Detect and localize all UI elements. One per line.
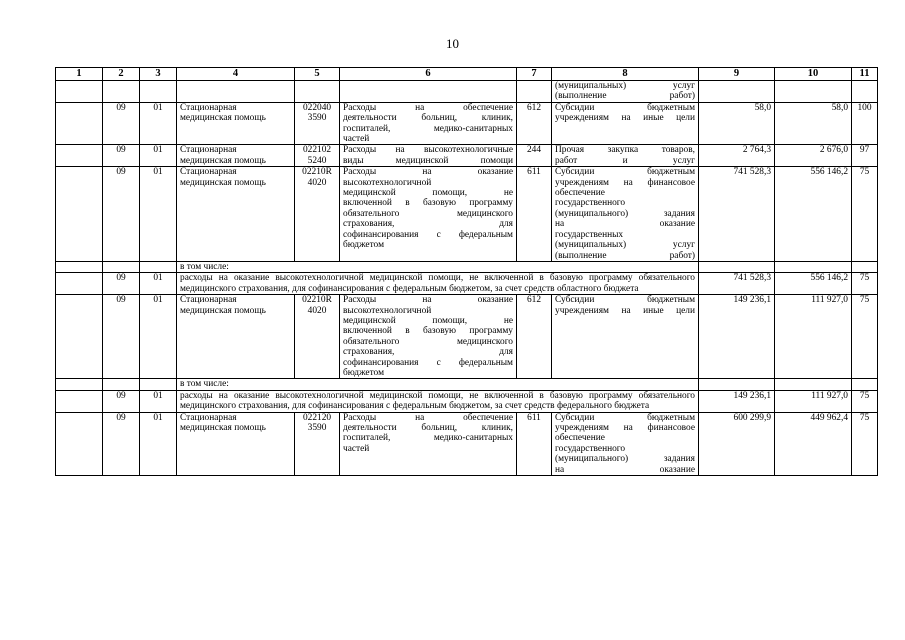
table-row — [56, 102, 878, 145]
cell-number — [56, 145, 103, 167]
header-cell-8: 8 — [552, 68, 699, 81]
cell-section: 09 — [103, 295, 140, 379]
cell-target-article-line: 4020 — [307, 177, 327, 188]
cell-expense-type-name-line: государственного — [555, 443, 626, 454]
cell-subsection-name-line: Стационарная — [180, 412, 237, 423]
cell-expense-type-name-line: (муниципальных) услуг — [555, 240, 695, 251]
cell-article-name-line: софинансирования с федеральным — [343, 229, 513, 240]
table-row — [56, 390, 878, 412]
cell-subsection-name-line: Стационарная — [180, 145, 237, 156]
cell-expense-type-name-line: (муниципальных) услуг — [555, 81, 695, 91]
table-row — [56, 261, 878, 272]
cell-section: 09 — [103, 102, 140, 145]
cell-plan-amount: 2 764,3 — [699, 145, 775, 167]
cell-expense-type-name-line: государственного — [555, 198, 626, 209]
header-cell-3: 3 — [140, 68, 177, 81]
cell-percent: 75 — [852, 295, 878, 379]
cell-article-name-line: медицинской помощи, не — [343, 188, 513, 199]
cell-expense-type-name-line: учреждениям на иные цели — [555, 305, 695, 316]
cell-plan-amount: 600 299,9 — [699, 412, 775, 475]
cell-article-name-line: медицинской помощи, не — [343, 315, 513, 326]
cell-expense-type-name — [552, 167, 699, 262]
cell-percent: 75 — [852, 167, 878, 262]
cell-expense-type: 612 — [517, 295, 552, 379]
cell-target-article — [295, 81, 340, 103]
cell-expense-type-name-line: работ и услуг — [555, 155, 695, 166]
cell-plan-amount — [699, 81, 775, 103]
cell-percent — [852, 379, 878, 390]
cell-article-name-line: деятельности больниц, клиник, — [343, 423, 513, 433]
cell-article-name-line: деятельности больниц, клиник, — [343, 113, 513, 124]
cell-actual-amount: 556 146,2 — [775, 273, 852, 295]
cell-section: 09 — [103, 390, 140, 412]
table-header-row — [56, 68, 878, 81]
cell-article-name-line: виды медицинской помощи — [343, 155, 513, 166]
cell-plan-amount: 149 236,1 — [699, 390, 775, 412]
cell-subsection-name-line: медицинская помощь — [180, 423, 266, 433]
cell-article-name-line: частей — [343, 443, 370, 454]
cell-expense-type-name-line: (выполнение работ) — [555, 91, 695, 102]
header-cell-10: 10 — [775, 68, 852, 81]
cell-article-name — [340, 295, 517, 379]
cell-subsection-name — [177, 102, 295, 145]
cell-expense-type-name-line: на оказание — [555, 464, 695, 475]
cell-actual-amount: 111 927,0 — [775, 295, 852, 379]
cell-article-name-line: обязательного медицинского — [343, 336, 513, 347]
cell-actual-amount: 556 146,2 — [775, 167, 852, 262]
cell-article-name — [340, 167, 517, 262]
cell-section — [103, 81, 140, 103]
cell-target-article — [295, 102, 340, 145]
cell-article-name — [340, 145, 517, 167]
cell-plan-amount: 149 236,1 — [699, 295, 775, 379]
cell-subsection-name — [177, 145, 295, 167]
cell-percent: 75 — [852, 273, 878, 295]
cell-expense-type-name — [552, 412, 699, 475]
cell-expense-type-name-line: на оказание — [555, 219, 695, 230]
cell-target-article-line: 02210R — [302, 167, 332, 178]
cell-expense-type-name-line: (выполнение работ) — [555, 250, 695, 261]
cell-number — [56, 295, 103, 379]
cell-article-name-line: высокотехнологичной — [343, 177, 432, 188]
header-cell-5: 5 — [295, 68, 340, 81]
cell-target-article-line: 022102 — [302, 145, 332, 156]
cell-subsection: 01 — [140, 145, 177, 167]
cell-funding-source-description: расходы на оказание высокотехнологичной медицинской помощи, не включенной в базовую программу обязательного медицинского страхования, для софинансирования с федеральным бюджетом, за счет средств областного бюджета — [177, 273, 699, 295]
header-cell-4: 4 — [177, 68, 295, 81]
cell-expense-type-name-line: государственных — [555, 229, 624, 240]
cell-article-name-line: Расходы на обеспечение — [343, 412, 513, 423]
cell-expense-type — [517, 81, 552, 103]
cell-expense-type-name-line: Прочая закупка товаров, — [555, 145, 695, 156]
cell-target-article — [295, 412, 340, 475]
cell-plan-amount — [699, 379, 775, 390]
cell-target-article-line: 5240 — [307, 155, 327, 166]
cell-expense-type-name-line: учреждениям на финансовое — [555, 423, 695, 433]
header-cell-1: 1 — [56, 68, 103, 81]
cell-expense-type-name — [552, 102, 699, 145]
cell-section: 09 — [103, 273, 140, 295]
cell-actual-amount — [775, 261, 852, 272]
table-row — [56, 412, 878, 475]
cell-target-article — [295, 295, 340, 379]
cell-subsection-name-line: медицинская помощь — [180, 177, 266, 188]
cell-subsection-name — [177, 81, 295, 103]
cell-actual-amount: 58,0 — [775, 102, 852, 145]
cell-target-article — [295, 167, 340, 262]
cell-subsection: 01 — [140, 412, 177, 475]
cell-actual-amount: 2 676,0 — [775, 145, 852, 167]
cell-article-name — [340, 102, 517, 145]
cell-expense-type-name — [552, 81, 699, 103]
table-row — [56, 167, 878, 262]
cell-expense-type: 611 — [517, 412, 552, 475]
header-cell-7: 7 — [517, 68, 552, 81]
cell-target-article-line: 3590 — [307, 423, 327, 433]
cell-subsection: 01 — [140, 390, 177, 412]
cell-subsection: 01 — [140, 167, 177, 262]
cell-article-name-line: бюджетом — [343, 240, 384, 251]
cell-expense-type-name-line: Субсидии бюджетным — [555, 412, 695, 423]
cell-subsection-name-line: медицинская помощь — [180, 305, 266, 316]
cell-expense-type-name-line: обеспечение — [555, 433, 605, 444]
cell-percent: 100 — [852, 102, 878, 145]
cell-percent: 75 — [852, 412, 878, 475]
cell-target-article-line: 4020 — [307, 305, 327, 316]
cell-expense-type-name-line: учреждениям на иные цели — [555, 113, 695, 124]
cell-article-name-line: госпиталей, медико-санитарных — [343, 433, 513, 444]
cell-percent: 75 — [852, 390, 878, 412]
note-in-total: в том числе: — [177, 261, 699, 272]
cell-article-name — [340, 81, 517, 103]
cell-expense-type-name — [552, 295, 699, 379]
cell-percent — [852, 81, 878, 103]
cell-expense-type-name-line: обеспечение — [555, 188, 605, 199]
cell-article-name-line: страхования, для — [343, 347, 513, 358]
table-row — [56, 295, 878, 379]
cell-plan-amount: 58,0 — [699, 102, 775, 145]
cell-subsection: 01 — [140, 273, 177, 295]
cell-expense-type-name-line: Субсидии бюджетным — [555, 167, 695, 178]
cell-expense-type-name-line: учреждениям на финансовое — [555, 177, 695, 188]
cell-subsection-name — [177, 295, 295, 379]
cell-article-name-line: бюджетом — [343, 367, 384, 378]
cell-number — [56, 412, 103, 475]
cell-article-name-line: высокотехнологичной — [343, 305, 432, 316]
cell-section: 09 — [103, 412, 140, 475]
cell-subsection-name-line: Стационарная — [180, 295, 237, 306]
cell-number — [56, 102, 103, 145]
cell-expense-type: 611 — [517, 167, 552, 262]
cell-article-name-line: Расходы на оказание — [343, 295, 513, 306]
cell-subsection — [140, 81, 177, 103]
cell-target-article-line: 022120 — [302, 412, 332, 423]
cell-subsection: 01 — [140, 102, 177, 145]
cell-subsection-name-line: медицинская помощь — [180, 113, 266, 124]
cell-subsection-name-line: Стационарная — [180, 167, 237, 178]
cell-expense-type-name-line: (муниципального) задания — [555, 208, 695, 219]
cell-article-name-line: включенной в базовую программу — [343, 326, 513, 337]
cell-article-name-line: включенной в базовую программу — [343, 198, 513, 209]
cell-expense-type-name-line: Субсидии бюджетным — [555, 102, 695, 113]
cell-percent — [852, 261, 878, 272]
cell-number — [56, 81, 103, 103]
table-row — [56, 379, 878, 390]
cell-actual-amount — [775, 81, 852, 103]
cell-article-name-line: обязательного медицинского — [343, 208, 513, 219]
cell-funding-source-description: расходы на оказание высокотехнологичной медицинской помощи, не включенной в базовую программу обязательного медицинского страхования, для софинансирования с федеральным бюджетом, за счет средств федерального бюджета — [177, 390, 699, 412]
cell-actual-amount: 449 962,4 — [775, 412, 852, 475]
cell-actual-amount: 111 927,0 — [775, 390, 852, 412]
table-row — [56, 273, 878, 295]
cell-plan-amount: 741 528,3 — [699, 167, 775, 262]
cell-article-name-line: Расходы на оказание — [343, 167, 513, 178]
cell-subsection-name-line: Стационарная — [180, 102, 237, 113]
cell-article-name-line: софинансирования с федеральным — [343, 357, 513, 368]
table-row — [56, 81, 878, 103]
cell-plan-amount: 741 528,3 — [699, 273, 775, 295]
cell-article-name-line: Расходы на обеспечение — [343, 102, 513, 113]
cell-expense-type-name — [552, 145, 699, 167]
cell-expense-type: 244 — [517, 145, 552, 167]
cell-subsection: 01 — [140, 295, 177, 379]
cell-target-article — [295, 145, 340, 167]
header-cell-2: 2 — [103, 68, 140, 81]
cell-article-name-line: страхования, для — [343, 219, 513, 230]
cell-subsection — [140, 261, 177, 272]
cell-section: 09 — [103, 167, 140, 262]
header-cell-9: 9 — [699, 68, 775, 81]
page-number: 10 — [446, 36, 459, 51]
cell-article-name — [340, 412, 517, 475]
cell-subsection — [140, 379, 177, 390]
cell-actual-amount — [775, 379, 852, 390]
table-row — [56, 145, 878, 167]
cell-subsection-name — [177, 167, 295, 262]
cell-number — [56, 390, 103, 412]
cell-section — [103, 261, 140, 272]
cell-number — [56, 273, 103, 295]
cell-number — [56, 379, 103, 390]
cell-percent: 97 — [852, 145, 878, 167]
cell-expense-type-name-line: Субсидии бюджетным — [555, 295, 695, 306]
cell-number — [56, 261, 103, 272]
cell-section — [103, 379, 140, 390]
cell-target-article-line: 02210R — [302, 295, 332, 306]
cell-article-name-line: госпиталей, медико-санитарных — [343, 123, 513, 134]
table-body — [56, 81, 878, 476]
cell-expense-type-name-line: (муниципального) задания — [555, 454, 695, 465]
cell-plan-amount — [699, 261, 775, 272]
budget-table — [55, 67, 878, 476]
cell-number — [56, 167, 103, 262]
cell-article-name-line: Расходы на высокотехнологичные — [343, 145, 513, 156]
cell-expense-type: 612 — [517, 102, 552, 145]
cell-target-article-line: 022040 — [302, 102, 332, 113]
cell-subsection-name-line: медицинская помощь — [180, 155, 266, 166]
note-in-total: в том числе: — [177, 379, 699, 390]
header-cell-6: 6 — [340, 68, 517, 81]
cell-article-name-line: частей — [343, 134, 370, 145]
cell-section: 09 — [103, 145, 140, 167]
header-cell-11: 11 — [852, 68, 878, 81]
cell-target-article-line: 3590 — [307, 113, 327, 124]
cell-subsection-name — [177, 412, 295, 475]
